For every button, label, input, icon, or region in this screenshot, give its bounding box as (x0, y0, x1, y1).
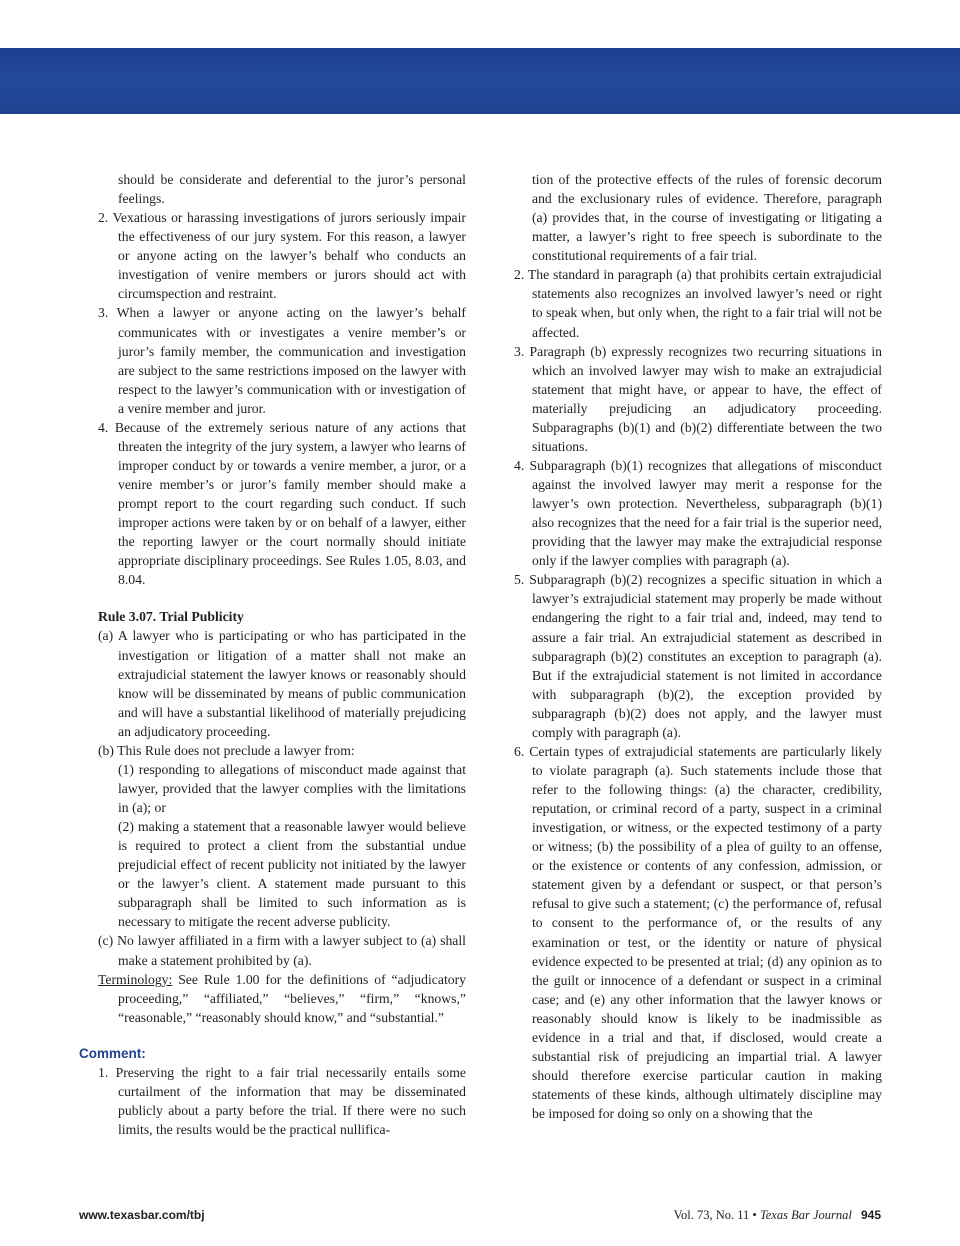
page-number: 945 (860, 1208, 881, 1222)
comment-item-1: 1. Preserving the right to a fair trial necessarily entails some curtailment of the information that may be disseminated publicly about a party before the trial. If there were no such limits, the results would be the practical nullifica- (98, 1064, 466, 1137)
comment-item-2: 2. The standard in paragraph (a) that prohibits certain extrajudicial statements also recognizes an involved lawyer’s need or right to speak when, but only when, the right to a fair trial will not be affected. (514, 267, 882, 340)
comment-item-4: 4. Because of the extremely serious nature of any actions that threaten the integrity of the jury system, a lawyer who learns of improper conduct by or towards a venire member, a juror, or a venire member’s or juror’s family member should make a prompt report to the court regarding such conduct. If such improper actions were taken by or on behalf of a lawyer, either the reporting lawyer or the court normally should initiate appropriate disciplinary proceedings. See Rules 1.05, 8.03, and 8.04. (98, 419, 466, 588)
right-column (514, 170, 882, 1123)
rule-subparagraph-b2: (2) making a statement that a reasonable lawyer would believe is required to protect a client from the substantial undue prejudicial effect of recent publicity not initiated by the lawyer or the lawyer’s client. A statement made pursuant to this subparagraph shall be limited to such information as is necessary to mitigate the recent adverse publicity. (118, 819, 466, 930)
terminology-text: See Rule 1.00 for the definitions of “adjudicatory proceeding,” “affiliated,” “believes,” “firm,” “knows,” “reasonable,” “reasonably should know,” and “substantial.” (118, 971, 466, 1025)
rule-paragraph-a: (a) A lawyer who is participating or who has participated in the investigation or litigation of a matter shall not make an extrajudicial statement the lawyer knows or reasonably should know will be disseminated by means of public communication and will have a substantial likelihood of materially prejudicing an adjudicatory proceeding. (98, 628, 466, 739)
comment-item-4: 4. Subparagraph (b)(1) recognizes that allegations of misconduct against the involved lawyer may merit a response for the lawyer’s own protection. Nevertheless, subparagraph (b)(1) also recognizes that the need for a fair trial is the superior need, providing that the lawyer may make the extrajudicial response only if the lawyer complies with paragraph (a). (514, 457, 882, 569)
footer-bullet: • (752, 1208, 757, 1222)
terminology-label: Terminology: (98, 971, 173, 987)
left-column (79, 170, 466, 1139)
footer-volume: Vol. 73, No. 11 (673, 1208, 750, 1222)
paragraph-continuation: should be considerate and deferential to the juror’s personal feelings. (118, 172, 466, 207)
comment-heading: Comment: (79, 1045, 146, 1061)
footer-url[interactable]: www.texasbar.com/tbj (79, 1208, 205, 1222)
rule-paragraph-c: (c) No lawyer affiliated in a firm with a lawyer subject to (a) shall make a statement prohibited by (a). (98, 933, 466, 968)
comment-item-6: 6. Certain types of extrajudicial statements are particularly likely to violate paragraph (a). Such statements include those that refer to the following things: (a) the character, credibility, reputation, or criminal record of a party, suspect in a criminal investigation, or witness, or the expected testimony of a party or witness; (b) the possibility of a plea of guilty to an offense, or the existence or contents of any confession, admission, or statement given by a defendant or suspect, or that person’s refusal to give such a statement; (c) the performance of, refusal to consent to the performance of, or the results of any examination or test, or the identity or nature of physical evidence expected to be presented at trial; (d) any opinion as to the guilt or innocence of a defendant or suspect in a criminal case; and (e) any other information that the lawyer knows or reasonably should know is likely to be inadmissible as evidence in a trial and that, if disclosed, would create a substantial risk of prejudicing an impartial trial. A lawyer should therefore exercise particular caution in making statements of these kinds, although ultimately discipline may be imposed for doing so only on a showing that the (514, 743, 882, 1122)
comment-item-2: 2. Vexatious or harassing investigations of jurors seriously impair the effectiveness of our jury system. For this reason, a lawyer or anyone acting on the lawyer’s behalf who conducts an investigation of venire members or jurors should act with circumspection and restraint. (98, 210, 466, 302)
rule-subparagraph-b1: (1) responding to allegations of misconduct made against that lawyer, provided that the lawyer complies with the limitations in (a); or (118, 761, 466, 815)
footer-journal: Texas Bar Journal (759, 1208, 852, 1222)
paragraph-continuation: tion of the protective effects of the rules of forensic decorum and the exclusionary rules of evidence. Therefore, paragraph (a) provides that, in the course of investigating or litigating a matter, a lawyer’s right to free speech is subordinate to the constitutional requirements of a fair trial. (532, 172, 882, 264)
footer-citation (674, 1208, 881, 1223)
terminology (79, 970, 466, 1027)
comment-item-5: 5. Subparagraph (b)(2) recognizes a specific situation in which a lawyer’s extrajudicial statement may properly be made without endangering the right to a fair trial and, indeed, may tend to assure a fair trial. An extrajudicial statement as described in subparagraph (b)(2) constitutes an exception to paragraph (a). But if the extrajudicial statement is not limited in accordance with subparagraph (b)(2), the exception provided by subparagraph (b)(2) does not apply, and the lawyer must comply with paragraph (a). (514, 572, 882, 740)
rule-paragraph-b: (b) This Rule does not preclude a lawyer from: (98, 742, 355, 758)
comment-item-3: 3. Paragraph (b) expressly recognizes two recurring situations in which an involved lawyer may wish to make an extrajudicial statement that might have, or appear to have, the effect of materially prejudicing an adjudicatory proceeding. Subparagraphs (b)(1) and (b)(2) differentiate between the two situations. (514, 343, 882, 454)
rule-title: Rule 3.07. Trial Publicity (98, 609, 244, 625)
header-banner (0, 48, 960, 114)
comment-item-3: 3. When a lawyer or anyone acting on the lawyer’s behalf communicates with or investigates a venire member’s or juror’s family member, the communication and investigation are subject to the same restrictions imposed on the lawyer with respect to the lawyer’s communication with or investigation of a venire member and juror. (98, 305, 466, 416)
